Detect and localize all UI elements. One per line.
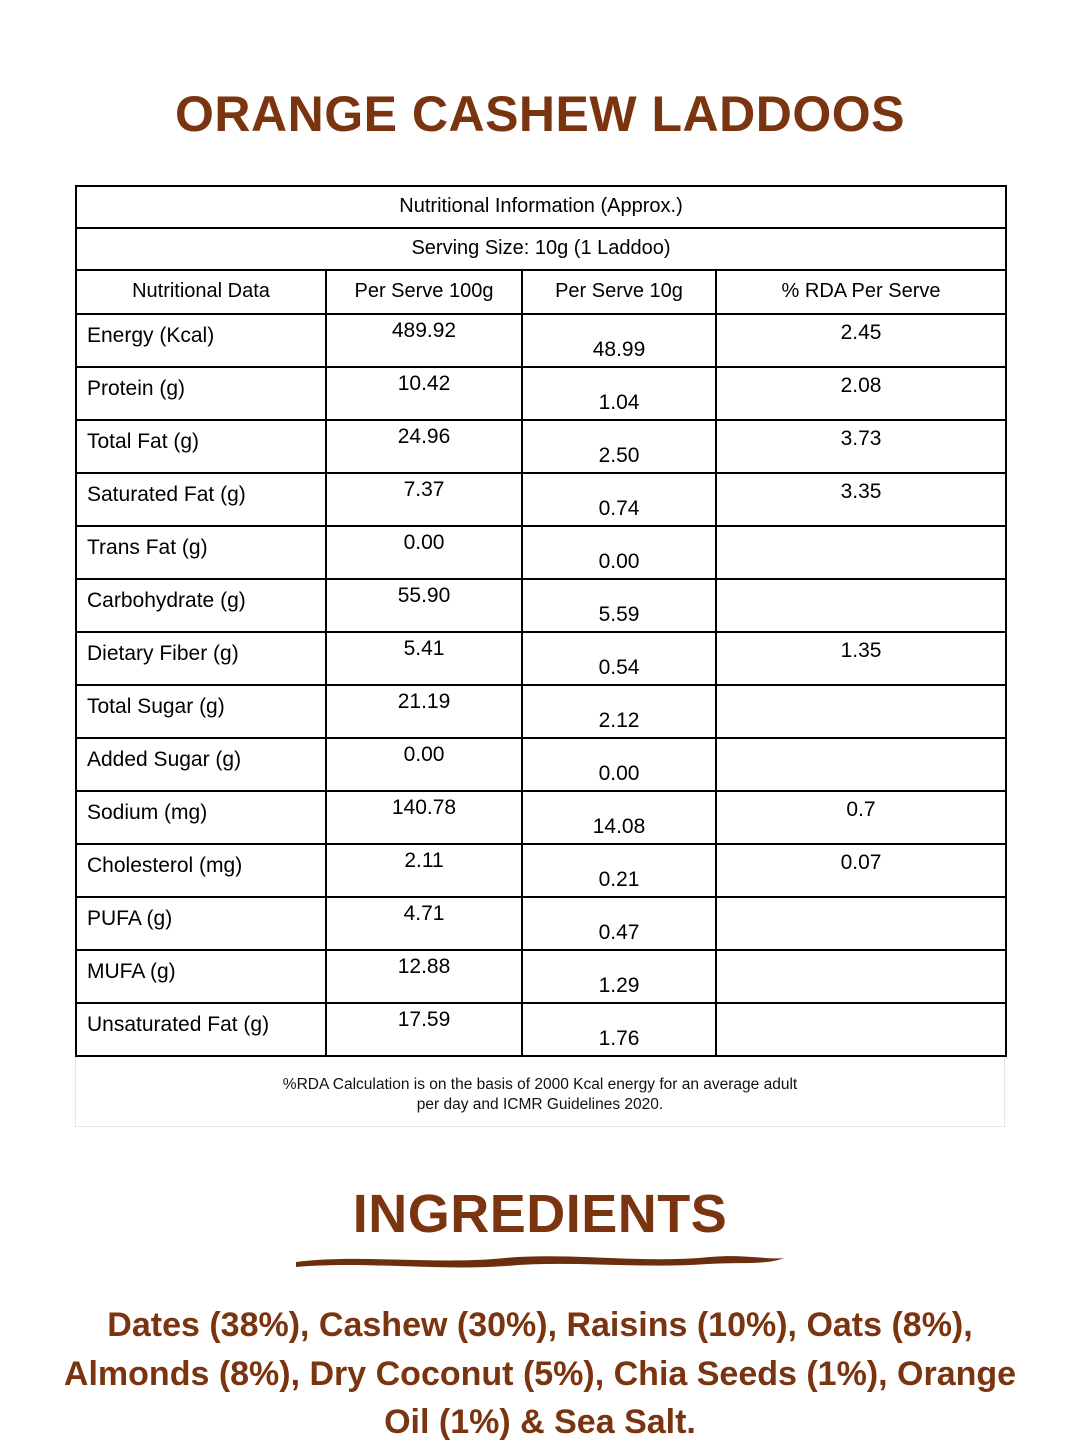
row-value-rda xyxy=(716,1003,1006,1056)
row-label: Protein (g) xyxy=(76,367,326,420)
row-value-per10: 2.50 xyxy=(522,420,716,473)
row-value-per100: 10.42 xyxy=(326,367,522,420)
row-value-rda: 0.7 xyxy=(716,791,1006,844)
row-value-per10: 14.08 xyxy=(522,791,716,844)
row-value-rda xyxy=(716,897,1006,950)
row-value-per10: 0.54 xyxy=(522,632,716,685)
row-value-per10: 48.99 xyxy=(522,314,716,367)
brush-underline-icon xyxy=(290,1249,790,1271)
row-label: Total Fat (g) xyxy=(76,420,326,473)
row-label: PUFA (g) xyxy=(76,897,326,950)
row-label: Energy (Kcal) xyxy=(76,314,326,367)
footnote-line-2: per day and ICMR Guidelines 2020. xyxy=(416,1096,664,1114)
row-label: Cholesterol (mg) xyxy=(76,844,326,897)
row-value-per10: 0.00 xyxy=(522,738,716,791)
row-label: Dietary Fiber (g) xyxy=(76,632,326,685)
table-row xyxy=(76,738,1006,791)
page-title: ORANGE CASHEW LADDOOS xyxy=(175,86,905,142)
row-value-rda xyxy=(716,526,1006,579)
row-value-rda: 2.08 xyxy=(716,367,1006,420)
row-value-rda: 3.73 xyxy=(716,420,1006,473)
column-header-per-serve-10g: Per Serve 10g xyxy=(522,270,716,314)
row-value-per10: 1.04 xyxy=(522,367,716,420)
column-header-rda-per-serve: % RDA Per Serve xyxy=(716,270,1006,314)
table-row xyxy=(76,685,1006,738)
row-value-per100: 4.71 xyxy=(326,897,522,950)
table-row xyxy=(76,579,1006,632)
table-header-row xyxy=(76,270,1006,314)
row-label: MUFA (g) xyxy=(76,950,326,1003)
ingredients-list: Dates (38%), Cashew (30%), Raisins (10%), Oats (8%), Almonds (8%), Dry Coconut (5%), Chia Seeds (1%), Orange Oil (1%) & Sea Salt. xyxy=(63,1306,1017,1441)
row-value-rda xyxy=(716,738,1006,791)
table-row xyxy=(76,526,1006,579)
column-header-nutritional-data: Nutritional Data xyxy=(76,270,326,314)
row-value-rda: 0.07 xyxy=(716,844,1006,897)
row-value-per100: 489.92 xyxy=(326,314,522,367)
row-value-per100: 140.78 xyxy=(326,791,522,844)
table-row xyxy=(76,791,1006,844)
row-value-per10: 2.12 xyxy=(522,685,716,738)
table-row xyxy=(76,950,1006,1003)
rda-footnote xyxy=(75,1057,1005,1128)
table-row xyxy=(76,473,1006,526)
table-row xyxy=(76,897,1006,950)
row-label: Carbohydrate (g) xyxy=(76,579,326,632)
table-title-row xyxy=(76,186,1006,228)
table-row xyxy=(76,1003,1006,1056)
row-value-per100: 55.90 xyxy=(326,579,522,632)
row-value-per100: 24.96 xyxy=(326,420,522,473)
row-value-rda: 3.35 xyxy=(716,473,1006,526)
table-row xyxy=(76,844,1006,897)
row-label: Saturated Fat (g) xyxy=(76,473,326,526)
row-value-per10: 0.47 xyxy=(522,897,716,950)
table-row xyxy=(76,420,1006,473)
table-row xyxy=(76,632,1006,685)
ingredients-heading: INGREDIENTS xyxy=(352,1184,728,1245)
table-title: Nutritional Information (Approx.) xyxy=(76,186,1006,228)
row-value-per100: 21.19 xyxy=(326,685,522,738)
nutrition-table-container xyxy=(75,185,1005,1057)
row-value-rda xyxy=(716,579,1006,632)
row-value-per100: 12.88 xyxy=(326,950,522,1003)
nutrition-table-body xyxy=(76,314,1006,1056)
footnote-line-1: %RDA Calculation is on the basis of 2000 Kcal energy for an average adult xyxy=(282,1075,798,1093)
row-value-per10: 1.29 xyxy=(522,950,716,1003)
row-value-rda xyxy=(716,950,1006,1003)
row-value-per100: 0.00 xyxy=(326,526,522,579)
table-row xyxy=(76,314,1006,367)
row-value-rda xyxy=(716,685,1006,738)
row-label: Added Sugar (g) xyxy=(76,738,326,791)
row-label: Trans Fat (g) xyxy=(76,526,326,579)
row-value-rda: 2.45 xyxy=(716,314,1006,367)
row-label: Total Sugar (g) xyxy=(76,685,326,738)
row-value-per100: 5.41 xyxy=(326,632,522,685)
row-value-rda: 1.35 xyxy=(716,632,1006,685)
row-label: Unsaturated Fat (g) xyxy=(76,1003,326,1056)
row-value-per100: 0.00 xyxy=(326,738,522,791)
table-row xyxy=(76,367,1006,420)
row-value-per10: 0.00 xyxy=(522,526,716,579)
row-value-per100: 7.37 xyxy=(326,473,522,526)
row-value-per100: 2.11 xyxy=(326,844,522,897)
row-value-per10: 0.74 xyxy=(522,473,716,526)
column-header-per-serve-100g: Per Serve 100g xyxy=(326,270,522,314)
row-value-per10: 1.76 xyxy=(522,1003,716,1056)
row-value-per10: 5.59 xyxy=(522,579,716,632)
row-label: Sodium (mg) xyxy=(76,791,326,844)
serving-size-row xyxy=(76,228,1006,270)
row-value-per10: 0.21 xyxy=(522,844,716,897)
row-value-per100: 17.59 xyxy=(326,1003,522,1056)
nutrition-table xyxy=(75,185,1007,1057)
serving-size: Serving Size: 10g (1 Laddoo) xyxy=(76,228,1006,270)
ingredients-underline xyxy=(0,1249,1080,1271)
